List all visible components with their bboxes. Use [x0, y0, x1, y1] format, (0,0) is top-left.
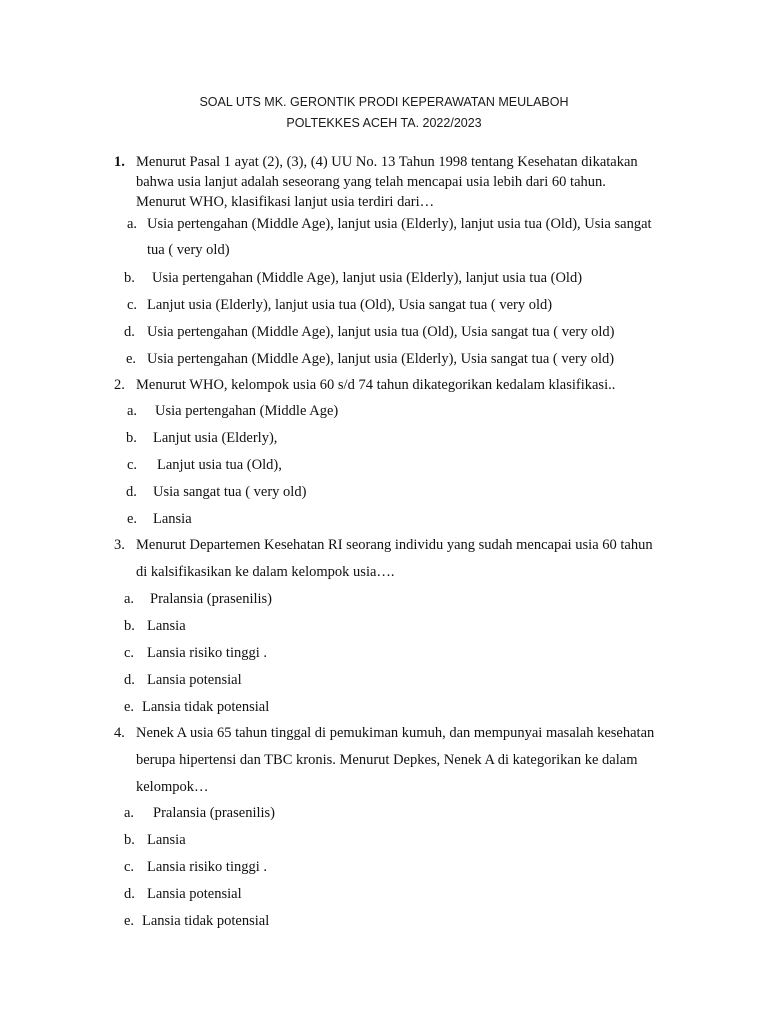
option-text: Lansia potensial	[147, 886, 242, 902]
option-letter: d.	[124, 672, 135, 688]
option-text: tua ( very old)	[147, 242, 230, 258]
option-text: Lansia risiko tinggi .	[147, 859, 268, 875]
option-text: Lansia	[153, 511, 192, 527]
option-letter: a.	[127, 216, 138, 232]
option-letter: e.	[126, 351, 137, 367]
document-title: SOAL UTS MK. GERONTIK PRODI KEPERAWATAN MEULABOH	[199, 95, 569, 109]
option-text: Lanjut usia tua (Old),	[157, 457, 282, 473]
question-text: bahwa usia lanjut adalah seseorang yang telah mencapai usia lebih dari 60 tahun.	[136, 174, 606, 190]
question-text: berupa hipertensi dan TBC kronis. Menurut Depkes, Nenek A di kategorikan ke dalam	[136, 752, 638, 768]
option-text: Lansia	[147, 832, 186, 848]
option-letter: c.	[124, 859, 135, 875]
option-letter: b.	[126, 430, 137, 446]
question-text: Nenek A usia 65 tahun tinggal di pemukiman kumuh, dan mempunyai masalah kesehatan	[136, 725, 655, 741]
option-letter: b.	[124, 832, 135, 848]
option-text: Lanjut usia (Elderly), lanjut usia tua (Old), Usia sangat tua ( very old)	[147, 297, 553, 313]
option-text: Usia sangat tua ( very old)	[153, 484, 307, 500]
option-text: Usia pertengahan (Middle Age), lanjut usia (Elderly), lanjut usia tua (Old)	[152, 270, 583, 286]
option-letter: d.	[126, 484, 137, 500]
option-letter: e.	[124, 699, 135, 715]
option-text: Lansia potensial	[147, 672, 242, 688]
option-text: Pralansia (prasenilis)	[150, 591, 273, 607]
option-letter: d.	[124, 886, 135, 902]
option-letter: e.	[124, 913, 135, 929]
question-number: 2.	[114, 377, 125, 393]
option-letter: a.	[124, 805, 135, 821]
document-subtitle: POLTEKKES ACEH TA. 2022/2023	[286, 116, 482, 130]
option-text: Usia pertengahan (Middle Age), lanjut usia (Elderly), Usia sangat tua ( very old)	[147, 351, 615, 367]
option-text: Lansia tidak potensial	[142, 913, 270, 929]
question-number: 4.	[114, 725, 125, 741]
option-letter: e.	[127, 511, 138, 527]
option-text: Lansia tidak potensial	[142, 699, 270, 715]
option-letter: c.	[124, 645, 135, 661]
option-text: Pralansia (prasenilis)	[153, 805, 276, 821]
question-text: kelompok…	[136, 779, 209, 795]
option-text: Usia pertengahan (Middle Age), lanjut usia (Elderly), lanjut usia tua (Old), Usia sangat	[147, 216, 652, 232]
option-text: Lanjut usia (Elderly),	[153, 430, 278, 446]
option-letter: a.	[127, 403, 138, 419]
option-letter: c.	[127, 457, 138, 473]
option-letter: b.	[124, 618, 135, 634]
option-letter: c.	[127, 297, 138, 313]
question-text: Menurut WHO, klasifikasi lanjut usia terdiri dari…	[136, 194, 435, 210]
option-letter: a.	[124, 591, 135, 607]
question-text: Menurut WHO, kelompok usia 60 s/d 74 tahun dikategorikan kedalam klasifikasi..	[136, 377, 616, 393]
option-text: Lansia	[147, 618, 186, 634]
option-letter: b.	[124, 270, 135, 286]
question-number: 1.	[114, 154, 125, 170]
option-text: Lansia risiko tinggi .	[147, 645, 268, 661]
option-text: Usia pertengahan (Middle Age), lanjut usia tua (Old), Usia sangat tua ( very old)	[147, 324, 615, 340]
option-letter: d.	[124, 324, 135, 340]
question-number: 3.	[114, 537, 125, 553]
question-text: Menurut Pasal 1 ayat (2), (3), (4) UU No. 13 Tahun 1998 tentang Kesehatan dikatakan	[136, 154, 638, 170]
question-text: di kalsifikasikan ke dalam kelompok usia….	[136, 564, 395, 580]
question-text: Menurut Departemen Kesehatan RI seorang individu yang sudah mencapai usia 60 tahun	[136, 537, 653, 553]
option-text: Usia pertengahan (Middle Age)	[155, 403, 339, 419]
